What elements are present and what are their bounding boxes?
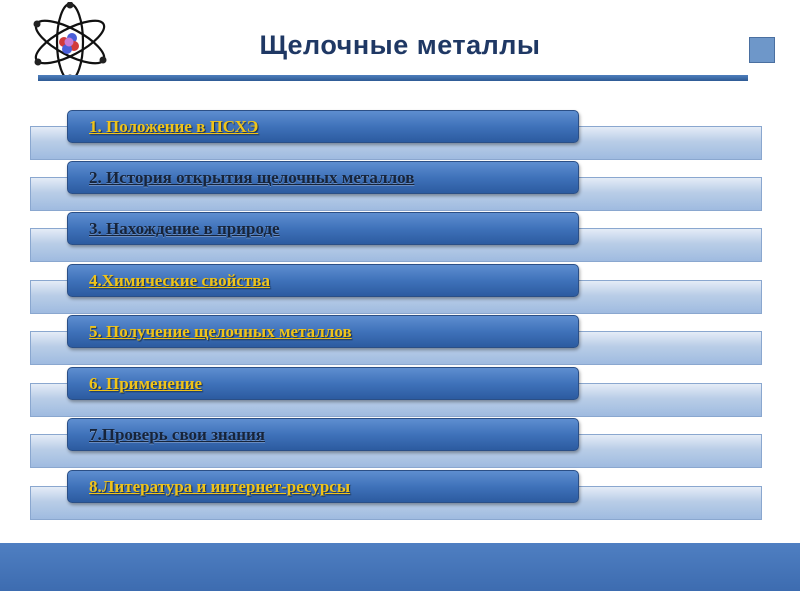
menu-item-label: 4.Химические свойства: [89, 271, 270, 290]
page-title: Щелочные металлы: [259, 30, 541, 60]
menu-item-label: 5. Получение щелочных металлов: [89, 322, 352, 341]
menu-item-label: 1. Положение в ПСХЭ: [89, 117, 259, 136]
menu-item-label: 3. Нахождение в природе: [89, 219, 280, 238]
menu-item-history[interactable]: [67, 161, 579, 194]
menu-item-production[interactable]: [67, 315, 579, 348]
menu-item-occurrence[interactable]: [67, 212, 579, 245]
footer-bar: [0, 543, 800, 591]
menu-item-literature[interactable]: [67, 470, 579, 503]
menu-item-label: 8.Литература и интернет-ресурсы: [89, 477, 351, 496]
menu-item-quiz[interactable]: [67, 418, 579, 451]
menu-item-label: 6. Применение: [89, 374, 203, 393]
menu-item-chemical-properties[interactable]: [67, 264, 579, 297]
menu-item-position[interactable]: [67, 110, 579, 143]
menu-item-label: 7.Проверь свои знания: [89, 425, 265, 444]
menu-item-applications[interactable]: [67, 367, 579, 400]
menu-item-label: 2. История открытия щелочных металлов: [89, 168, 415, 187]
